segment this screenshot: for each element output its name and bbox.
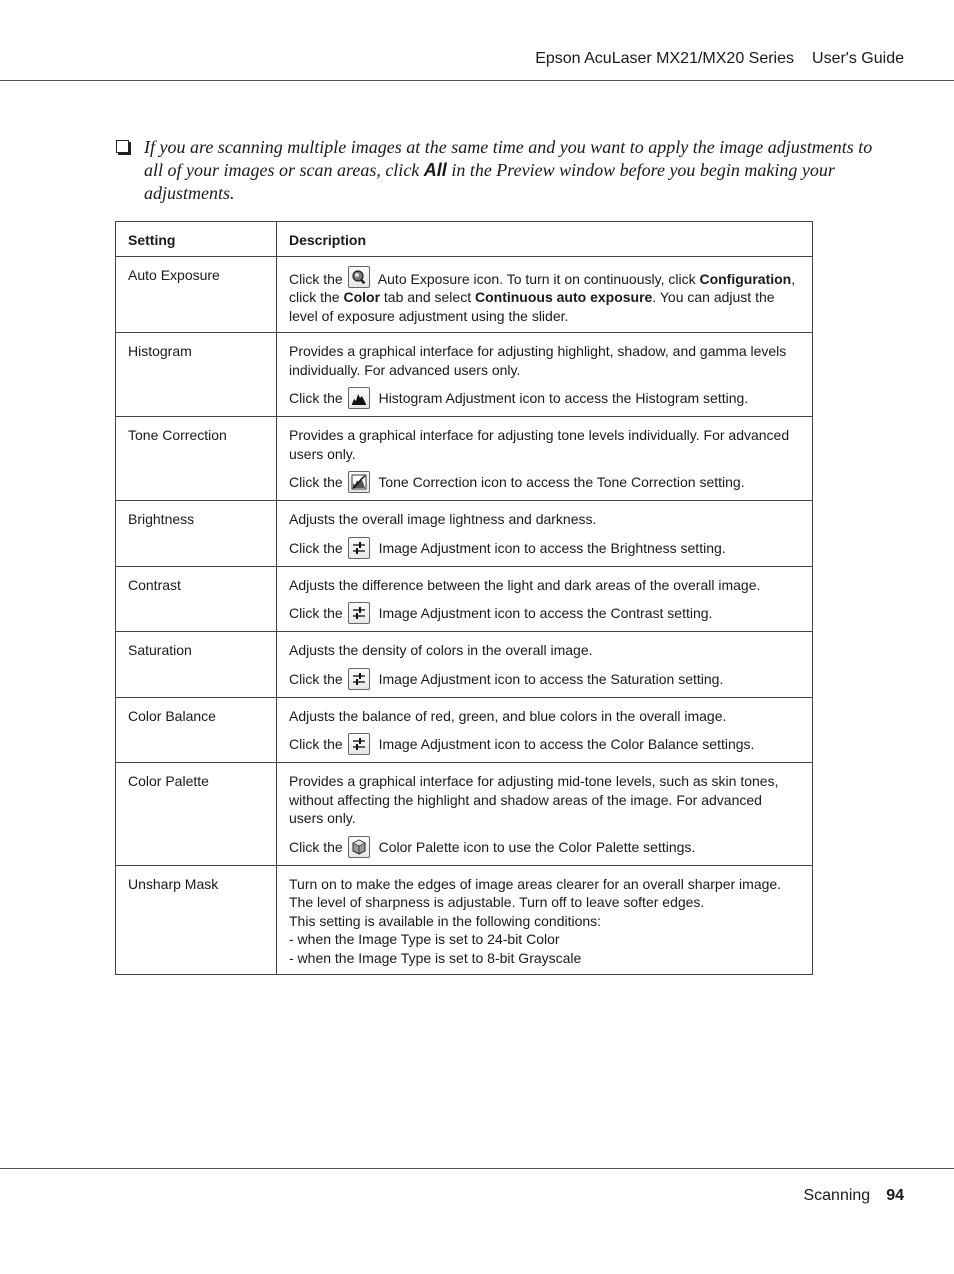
setting-cell: Tone Correction	[116, 417, 277, 501]
setting-cell: Color Palette	[116, 763, 277, 866]
table-header-row	[116, 222, 813, 257]
table-row	[116, 256, 813, 333]
header-rule	[0, 80, 954, 81]
table-row	[116, 865, 813, 975]
checkbox-bullet-icon	[116, 140, 129, 153]
setting-cell: Histogram	[116, 333, 277, 417]
description-column-header: Description	[277, 222, 813, 257]
note-all-keyword: All	[423, 160, 447, 180]
description-cell: Adjusts the difference between the light and dark areas of the overall image. Click the Image Adjustment icon to access the Contrast setting.	[277, 566, 813, 632]
description-cell: Provides a graphical interface for adjusting highlight, shadow, and gamma levels individually. For advanced users only. Click the Histogram Adjustment icon to access the Histogram setting.	[277, 333, 813, 417]
setting-cell: Brightness	[116, 501, 277, 567]
setting-cell: Unsharp Mask	[116, 865, 277, 975]
histogram-icon	[348, 387, 370, 409]
image-adjustment-icon	[348, 733, 370, 755]
footer-rule	[0, 1168, 954, 1169]
description-cell: Adjusts the density of colors in the overall image. Click the Image Adjustment icon to access the Saturation setting.	[277, 632, 813, 698]
section-name: Scanning	[803, 1187, 871, 1204]
table-row	[116, 632, 813, 698]
page-number: 94	[886, 1187, 904, 1204]
document-title: Epson AcuLaser MX21/MX20 Series	[535, 50, 795, 67]
color-palette-icon	[348, 836, 370, 858]
setting-cell: Color Balance	[116, 697, 277, 763]
setting-cell: Saturation	[116, 632, 277, 698]
setting-cell: Auto Exposure	[116, 256, 277, 333]
table-row	[116, 566, 813, 632]
page-footer	[803, 1187, 904, 1205]
table-row	[116, 697, 813, 763]
image-adjustment-icon	[348, 602, 370, 624]
auto-exposure-icon	[348, 266, 370, 288]
description-cell: Provides a graphical interface for adjusting mid-tone levels, such as skin tones, without affecting the highlight and shadow areas of the image. For advanced users only. Click the Color Palette icon to use the Color Palette settings.	[277, 763, 813, 866]
description-cell: Turn on to make the edges of image areas clearer for an overall sharper image. The level of sharpness is adjustable. Turn off to leave softer edges. This setting is available in the following conditions: - when the Image Type is set to 24-bit Color - when the Image Type is set to 8-bit Grayscale	[277, 865, 813, 975]
image-adjustment-icon	[348, 668, 370, 690]
table-row	[116, 763, 813, 866]
image-adjustment-icon	[348, 537, 370, 559]
description-cell: Adjusts the balance of red, green, and blue colors in the overall image. Click the Image Adjustment icon to access the Color Balance settings.	[277, 697, 813, 763]
setting-cell: Contrast	[116, 566, 277, 632]
description-cell: Adjusts the overall image lightness and darkness. Click the Image Adjustment icon to access the Brightness setting.	[277, 501, 813, 567]
table-row	[116, 417, 813, 501]
description-cell: Click the Auto Exposure icon. To turn it on continuously, click Configuration, click the Color tab and select Continuous auto exposure. You can adjust the level of exposure adjustment using the slider.	[277, 256, 813, 333]
note-text: If you are scanning multiple images at the same time and you want to apply the image adjustments to all of your images or scan areas, click All in the Preview window before you begin making your adjustments.	[144, 137, 873, 203]
settings-table	[115, 221, 813, 975]
table-row	[116, 333, 813, 417]
note-item	[116, 136, 886, 205]
description-cell: Provides a graphical interface for adjusting tone levels individually. For advanced users only. Click the Tone Correction icon to access the Tone Correction setting.	[277, 417, 813, 501]
page-header	[535, 50, 904, 68]
table-row	[116, 501, 813, 567]
guide-name: User's Guide	[812, 50, 904, 67]
setting-column-header: Setting	[116, 222, 277, 257]
tone-correction-icon	[348, 471, 370, 493]
